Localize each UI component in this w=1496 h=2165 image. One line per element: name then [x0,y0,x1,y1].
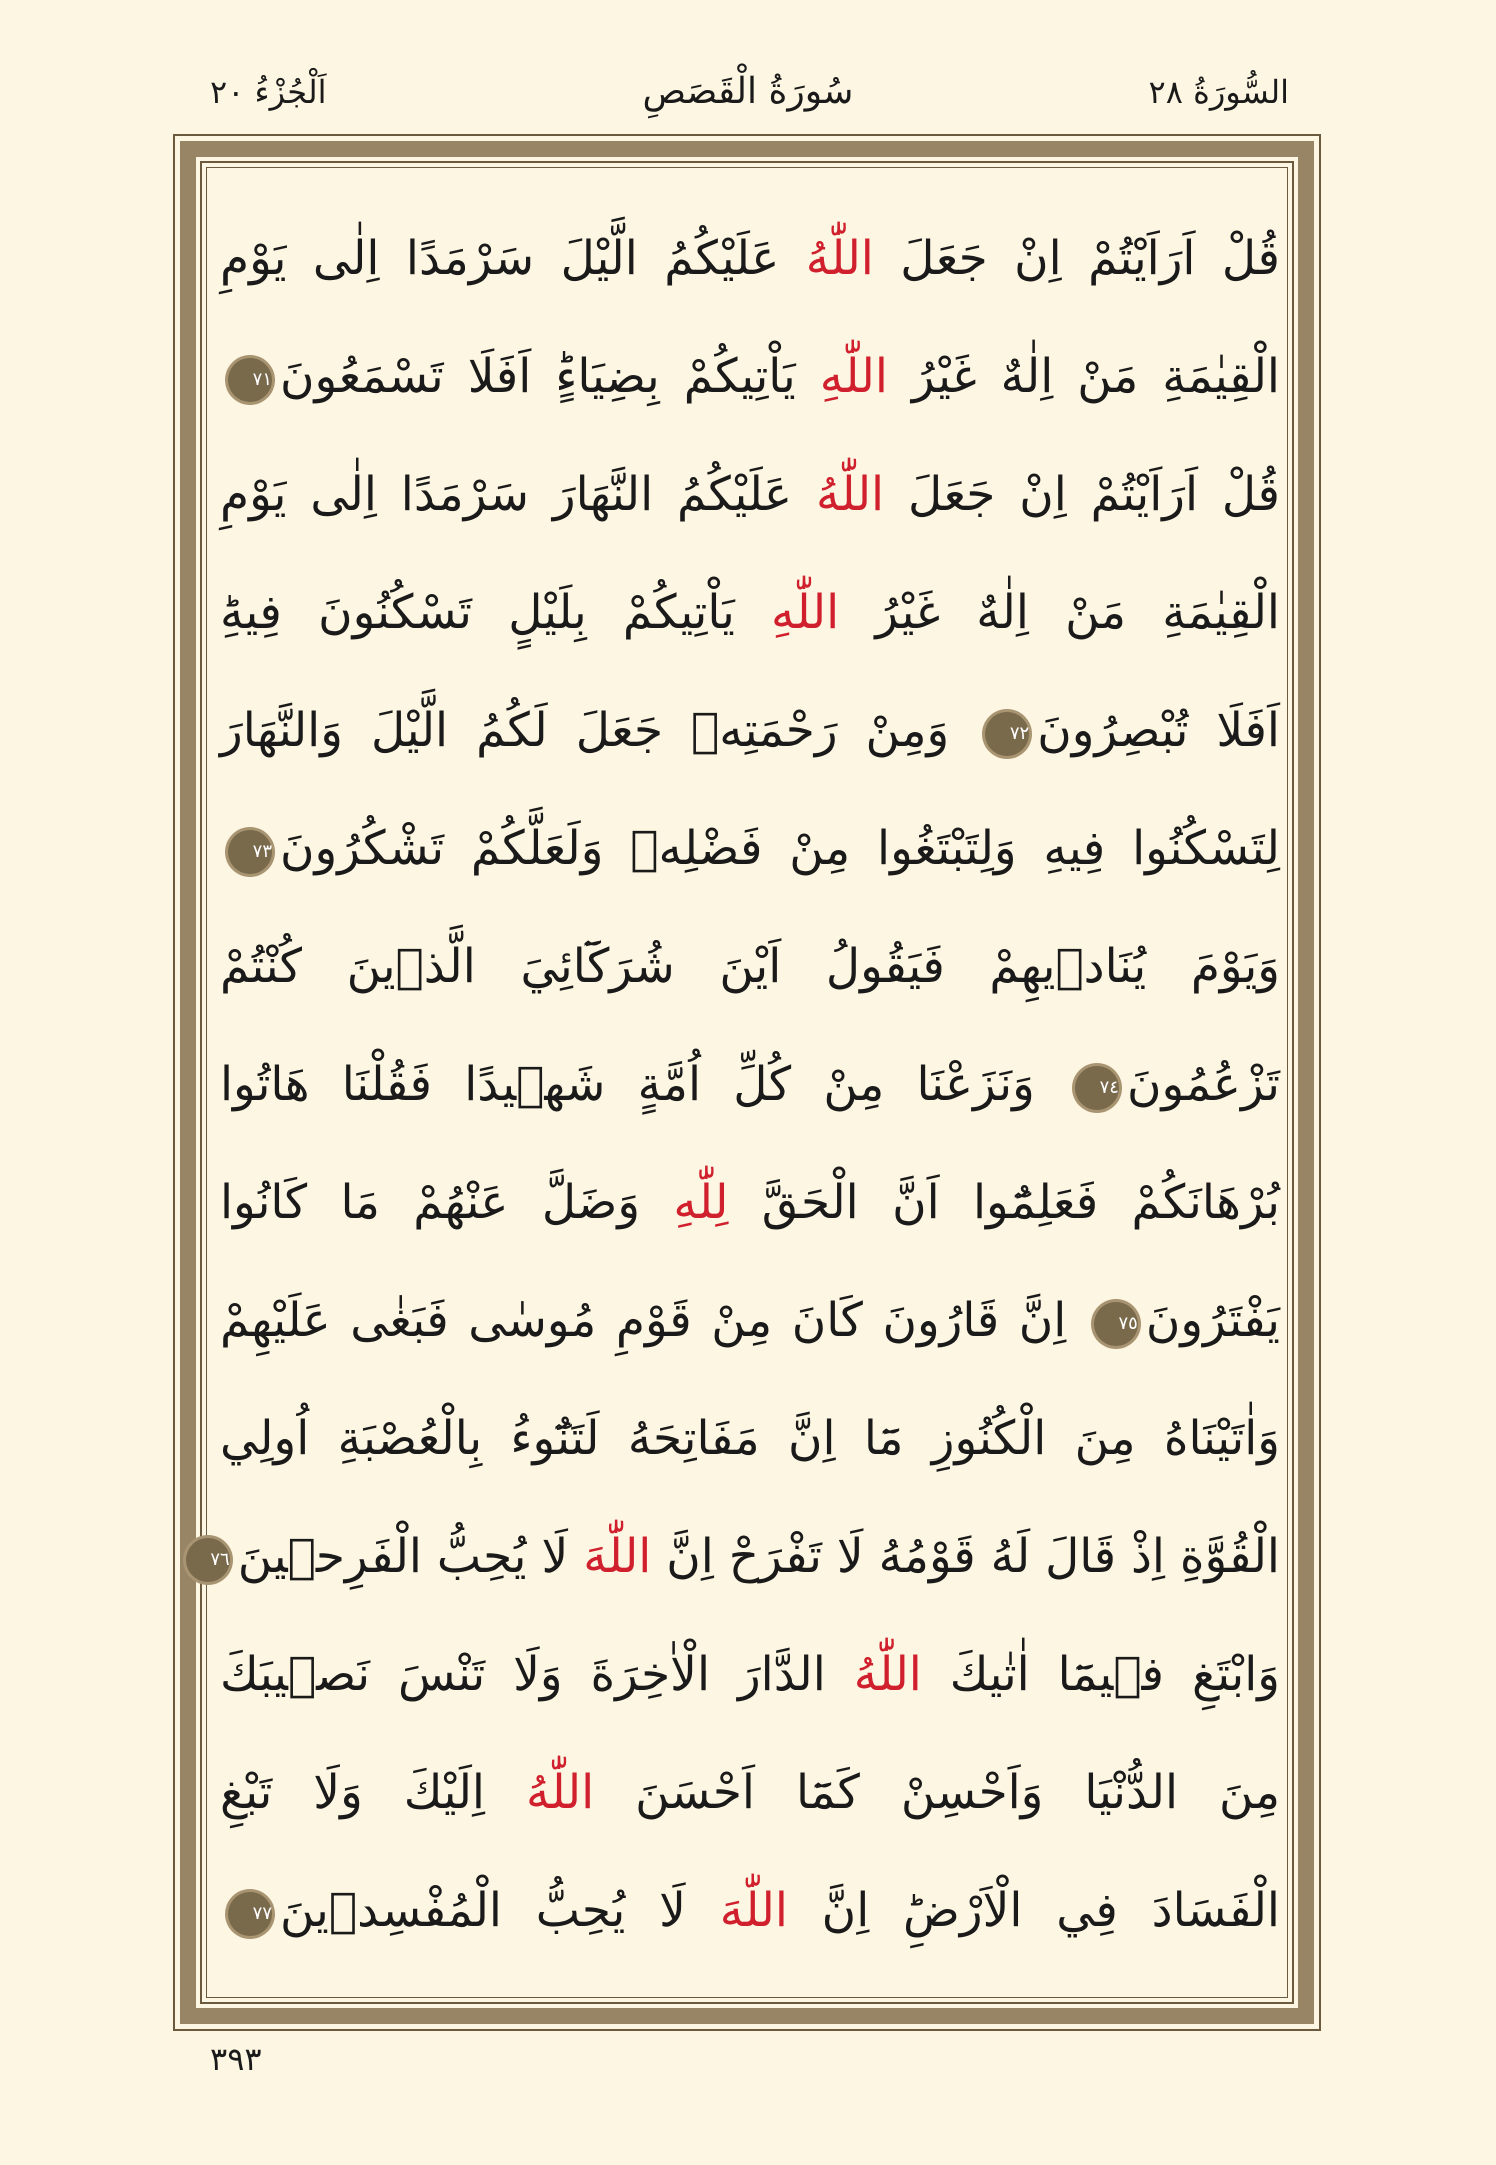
verse-text: الْفَسَادَ فِي الْاَرْضِؕ اِنَّ [787,1883,1280,1938]
verse-text: مِنَ الدُّنْيَا وَاَحْسِنْ كَمَٓا اَحْسَنَ [594,1765,1280,1820]
verse-text: عَلَيْكُمُ الَّيْلَ سَرْمَدًا اِلٰى يَوْمِ [220,231,806,286]
text-line [210,1498,1280,1616]
surah-title: سُورَةُ الْقَصَصِ [642,71,854,112]
divine-name: اللّٰهَ [719,1883,788,1938]
divine-name: اللّٰهُ [526,1765,595,1820]
verse-text: تَزْعُمُونَ [1126,1057,1280,1112]
divine-name: اللّٰهِ [771,585,840,640]
verse-text: قُلْ اَرَاَيْتُمْ اِنْ جَعَلَ [884,467,1280,522]
divine-name: اللّٰهُ [805,231,874,286]
verse-text: لَا يُحِبُّ الْمُفْسِدٖينَ [280,1883,720,1938]
text-line [220,1734,1280,1852]
verse-text: وَضَلَّ عَنْهُمْ مَا كَانُوا [220,1175,674,1230]
text-line [220,1262,1280,1380]
verse-text: لَا يُحِبُّ الْفَرِحٖينَ [237,1529,584,1584]
verse-number-marker: ٧١ [228,358,272,402]
divine-name: لِلّٰهِ [673,1175,729,1230]
verse-number-marker: ٧٧ [228,1892,272,1936]
verse-number-marker: ٧٦ [186,1538,230,1582]
text-line [220,1026,1280,1144]
verse-text: الْقِيٰمَةِ مَنْ اِلٰهٌ غَيْرُ [839,585,1280,640]
surah-number: السُّورَةُ ٢٨ [1148,73,1289,111]
verse-number-marker: ٧٢ [985,712,1029,756]
page-number: ٣٩٣ [210,2040,262,2078]
verse-text: اِنَّ قَارُونَ كَانَ مِنْ قَوْمِ مُوسٰى فَبَغٰى عَلَيْهِمْ [220,1293,1086,1348]
divine-name: اللّٰهَ [583,1529,652,1584]
divine-name: اللّٰهُ [815,467,885,522]
verse-text: وَابْتَغِ فٖيمَٓا اٰتٰيكَ [921,1647,1280,1702]
verse-text: وَيَوْمَ يُنَادٖيهِمْ فَيَقُولُ اَيْنَ شُرَكَٓائِيَ الَّذٖينَ كُنْتُمْ [220,939,1280,994]
verse-number-marker: ٧٤ [1075,1066,1119,1110]
verse-text: وَمِنْ رَحْمَتِهٖ جَعَلَ لَكُمُ الَّيْلَ وَالنَّهَارَ [220,703,978,758]
verse-text: الْقُوَّةِ اِذْ قَالَ لَهُ قَوْمُهُ لَا تَفْرَحْ اِنَّ [651,1529,1280,1584]
text-line [220,200,1280,318]
verse-text: الْقِيٰمَةِ مَنْ اِلٰهٌ غَيْرُ [887,349,1280,404]
juz-label: اَلْجُزْءُ ٢٠ [210,73,327,111]
verse-text: وَنَزَعْنَا مِنْ كُلِّ اُمَّةٍ شَهٖيدًا فَقُلْنَا هَاتُوا [220,1057,1067,1112]
verse-number-marker: ٧٣ [228,830,272,874]
text-line [220,908,1280,1026]
verse-text: وَاٰتَيْنَاهُ مِنَ الْكُنُوزِ مَٓا اِنَّ مَفَاتِحَهُ لَتَنُٓوءُ بِالْعُصْبَةِ اُولِي [220,1411,1280,1466]
verse-text: لِتَسْكُنُوا فِيهِ وَلِتَبْتَغُوا مِنْ فَضْلِهٖ وَلَعَلَّكُمْ تَشْكُرُونَ [280,821,1280,876]
verse-text: عَلَيْكُمُ النَّهَارَ سَرْمَدًا اِلٰى يَوْمِ [220,467,816,522]
text-line [220,1144,1280,1262]
verse-text: يَفْتَرُونَ [1145,1293,1280,1348]
verse-text: الدَّارَ الْاٰخِرَةَ وَلَا تَنْسَ نَصٖيبَكَ [220,1647,854,1702]
verse-text: يَاْتِيكُمْ بِضِيَاءٍؕ اَفَلَا تَسْمَعُونَ [280,349,820,404]
divine-name: اللّٰهُ [853,1647,922,1702]
page-header [0,62,1496,122]
text-line [220,672,1280,790]
verse-text: قُلْ اَرَاَيْتُمْ اِنْ جَعَلَ [873,231,1280,286]
verse-text: يَاْتِيكُمْ بِلَيْلٍ تَسْكُنُونَ فِيهِؕ [220,585,772,640]
verse-text: بُرْهَانَكُمْ فَعَلِمُٓوا اَنَّ الْحَقَّ [728,1175,1280,1230]
text-line [220,1852,1280,1970]
verse-number-marker: ٧٥ [1094,1302,1138,1346]
text-line [220,1380,1280,1498]
quran-text-body [210,200,1280,2000]
text-line [220,790,1280,908]
text-line [220,318,1280,436]
text-line [220,436,1280,554]
text-line [220,554,1280,672]
verse-text: اَفَلَا تُبْصِرُونَ [1037,703,1280,758]
verse-text: اِلَيْكَ وَلَا تَبْغِ [220,1765,526,1820]
text-line [220,1616,1280,1734]
divine-name: اللّٰهِ [819,349,888,404]
